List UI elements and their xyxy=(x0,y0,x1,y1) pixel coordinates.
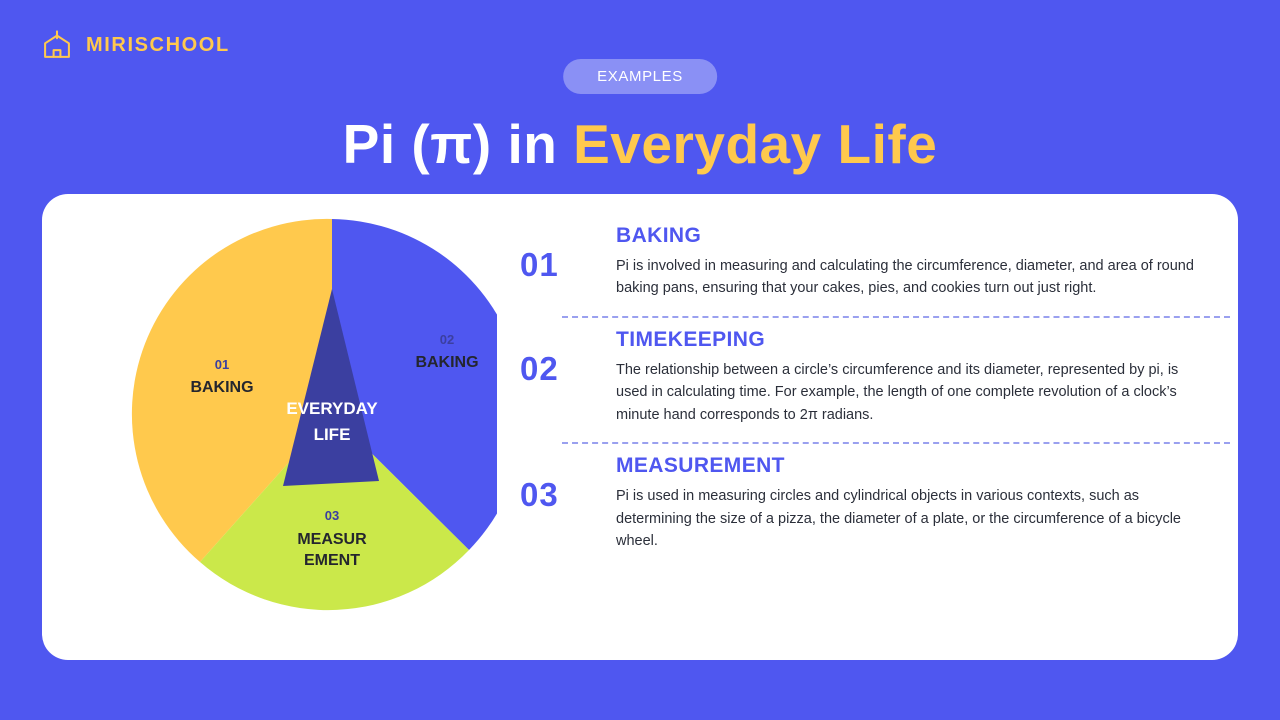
list-item-body xyxy=(616,224,1210,300)
title-prefix: Pi (π) in xyxy=(342,113,574,175)
examples-list xyxy=(520,218,1210,567)
pie-label-02-number: 02 xyxy=(439,332,455,347)
eyebrow-badge: EXAMPLES xyxy=(563,59,717,94)
list-item-text: Pi is used in measuring circles and cylindrical objects in various contexts, such as determining the size of a pizza, the diameter of a plate, or the circumference of a bicycle wheel. xyxy=(616,488,1181,550)
list-item-number: 01 xyxy=(520,246,559,283)
list-item-title: BAKING xyxy=(616,224,702,247)
brand-logo-group xyxy=(40,28,230,62)
list-item-body xyxy=(616,454,1210,552)
list-item-title: TIMEKEEPING xyxy=(616,327,766,351)
list-item-number: 03 xyxy=(520,476,559,514)
page-title xyxy=(0,112,1280,176)
list-item-text: The relationship between a circle’s circumference and its diameter, represented by pi, is used in calculating time. For example, the length of one complete revolution of a clock’s minute hand corresponds to 2π radians. xyxy=(616,361,1179,423)
list-item xyxy=(520,322,1210,440)
list-item-text: Pi is involved in measuring and calculating the circumference, diameter, and area of round baking pans, ensuring that your cakes, pies, and cookies turn out just right. xyxy=(616,258,1194,297)
pie-label-01-name: BAKING xyxy=(190,379,254,396)
pie-chart-svg xyxy=(97,214,497,634)
title-accent: Everyday Life xyxy=(573,113,938,175)
pie-label-03-name-line1: MEASUR xyxy=(297,531,367,548)
pie-center-label-line2: LIFE xyxy=(313,425,351,444)
list-divider xyxy=(562,442,1230,444)
list-divider xyxy=(562,316,1230,318)
list-item-number: 02 xyxy=(520,349,559,387)
school-building-icon xyxy=(40,28,74,62)
list-item-title: MEASUREMENT xyxy=(616,454,785,478)
pie-center-label-line1: EVERYDAY xyxy=(286,399,378,418)
pie-label-01-number: 01 xyxy=(214,357,230,372)
list-item xyxy=(520,218,1210,314)
pie-label-03-number: 03 xyxy=(324,508,340,523)
content-card xyxy=(42,194,1238,660)
list-item xyxy=(520,448,1210,566)
pie-label-03-name-line2: EMENT xyxy=(304,552,360,569)
list-item-body xyxy=(616,328,1210,426)
pie-chart xyxy=(82,214,512,640)
brand-name: MIRISCHOOL xyxy=(86,33,230,56)
pie-label-02-name: BAKING xyxy=(415,354,479,371)
